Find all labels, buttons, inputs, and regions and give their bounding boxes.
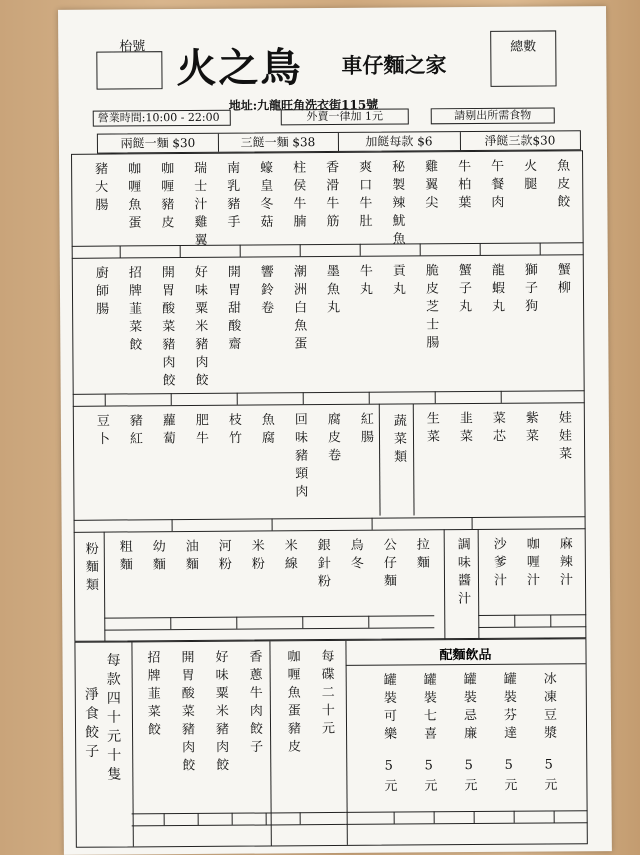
menu-item[interactable]: 蟹柳	[554, 262, 571, 299]
menu-item[interactable]: 烏冬	[347, 537, 363, 574]
menu-item[interactable]: 蟹子丸	[455, 263, 472, 318]
menu-item[interactable]: 咖喱汁	[523, 536, 540, 591]
section-4	[74, 530, 587, 642]
menu-item[interactable]: 粗麵	[116, 539, 132, 576]
drink-item[interactable]: 罐裝芬達	[500, 671, 517, 744]
bottom-section	[74, 638, 587, 848]
menu-item[interactable]: 開胃酸菜豬肉餃	[158, 265, 175, 392]
menu-item[interactable]: 肥牛	[192, 412, 209, 449]
dumpling-item[interactable]: 香蔥牛肉餃子	[246, 649, 263, 758]
total-label: 總數	[510, 39, 537, 55]
menu-item[interactable]: 蘿蔔	[159, 413, 176, 450]
price-option-2[interactable]: 三餸一麵 $38	[240, 135, 316, 150]
menu-item[interactable]: 菜芯	[489, 410, 506, 447]
drink-item[interactable]: 罐裝七喜	[420, 672, 437, 745]
menu-item[interactable]: 幼麵	[149, 539, 165, 576]
shop-name: 火之鳥	[176, 44, 303, 93]
shop-subtitle: 車仔麵之家	[341, 52, 447, 78]
veg-category-label: 蔬菜類	[390, 413, 407, 468]
total-box[interactable]	[490, 30, 556, 86]
order-sheet	[58, 6, 612, 855]
menu-item[interactable]: 拉麵	[413, 537, 429, 574]
menu-item[interactable]: 豬紅	[126, 413, 143, 450]
menu-item[interactable]: 豬大腸	[92, 161, 108, 216]
drink-item[interactable]: 罐裝忌廉	[460, 672, 477, 745]
menu-item[interactable]: 午餐肉	[488, 158, 504, 213]
menu-item[interactable]: 蠔皇冬菇	[257, 160, 273, 233]
menu-item[interactable]: 米線	[281, 538, 297, 575]
dumpling-item[interactable]: 好味粟米豬肉餃	[212, 649, 229, 776]
drink-price: 5元	[501, 757, 517, 796]
menu-item[interactable]: 豆卜	[93, 413, 110, 450]
menu-item[interactable]: 開胃甜酸齋	[224, 264, 241, 355]
menu-item[interactable]: 魚皮餃	[554, 158, 570, 213]
drink-item[interactable]: 罐裝可樂	[380, 672, 397, 745]
drink-price: 5元	[541, 757, 557, 796]
menu-item[interactable]: 爽口牛肚	[356, 159, 372, 232]
dumpling-price: 每款四十元十隻	[104, 652, 122, 786]
dumpling-extra-price: 每碟二十元	[318, 649, 335, 740]
menu-item[interactable]: 廚師腸	[92, 265, 109, 320]
menu-item[interactable]: 魚腐	[258, 412, 275, 449]
price-option-3[interactable]: 加餸每款 $6	[365, 134, 433, 149]
menu-item[interactable]: 枝竹	[225, 412, 242, 449]
section-1	[71, 152, 584, 251]
drink-price: 5元	[421, 758, 437, 797]
menu-item[interactable]: 麻辣汁	[556, 536, 573, 591]
drink-price: 5元	[461, 758, 477, 797]
dumpling-category-label: 淨食餃子	[82, 686, 100, 763]
takeaway-note: 外賣一律加 1元	[306, 109, 384, 124]
menu-item[interactable]: 火腿	[521, 158, 537, 195]
menu-item[interactable]: 潮洲白魚蛋	[290, 264, 307, 355]
price-option-4[interactable]: 淨餸三款$30	[484, 133, 556, 148]
menu-item[interactable]: 瑞士汁雞翼	[191, 160, 207, 251]
menu-item[interactable]: 沙爹汁	[490, 536, 507, 591]
menu-item[interactable]: 咖喱豬皮	[158, 161, 174, 234]
menu-item[interactable]: 脆皮芝士腸	[422, 263, 439, 354]
menu-item[interactable]: 生菜	[423, 411, 440, 448]
hours: 營業時間:10:00 - 22:00	[97, 110, 220, 125]
section-2	[72, 256, 585, 390]
menu-item[interactable]: 龍蝦丸	[488, 262, 505, 317]
menu-item[interactable]: 咖喱魚蛋	[125, 161, 141, 234]
hours-box	[93, 110, 231, 127]
menu-item[interactable]: 招牌韮菜餃	[125, 265, 142, 356]
menu-item[interactable]: 公仔麵	[380, 537, 397, 592]
menu-item[interactable]: 河粉	[215, 538, 231, 575]
menu-item[interactable]: 牛柏葉	[455, 159, 471, 214]
menu-item[interactable]: 響鈴卷	[257, 264, 274, 319]
notice-box	[431, 107, 555, 124]
menu-item[interactable]: 紅腸	[357, 411, 374, 448]
section-3	[73, 404, 586, 518]
menu-item[interactable]: 娃娃菜	[555, 410, 572, 465]
menu-item[interactable]: 紫菜	[522, 410, 539, 447]
dumpling-item[interactable]: 招牌韮菜餃	[144, 650, 161, 741]
menu-item[interactable]: 好味粟米豬肉餃	[191, 264, 208, 391]
notice: 請剔出所需食物	[454, 108, 532, 123]
menu-item[interactable]: 雞翼尖	[422, 159, 438, 214]
drink-item[interactable]: 冰凍豆漿	[540, 671, 557, 744]
menu-item[interactable]: 韭菜	[456, 411, 473, 448]
table-no-box[interactable]	[96, 51, 162, 89]
address: 地址:九龍旺角洗衣街115號	[228, 97, 379, 113]
menu-item[interactable]: 香滑牛筋	[323, 159, 339, 233]
dumpling-item[interactable]: 開胃酸菜豬肉餃	[178, 649, 195, 777]
dumpling-item[interactable]: 咖喱魚蛋豬皮	[284, 649, 301, 758]
drink-price: 5元	[381, 758, 397, 797]
menu-item[interactable]: 回味豬頸肉	[291, 412, 308, 503]
menu-item[interactable]: 南乳豬手	[224, 160, 240, 233]
menu-item[interactable]: 腐皮卷	[324, 411, 341, 467]
drinks-label: 配麵飲品	[439, 647, 492, 664]
price-option-1[interactable]: 兩餸一麵 $30	[120, 135, 196, 151]
sauce-category-label: 調味醬汁	[454, 537, 471, 610]
menu-item[interactable]: 銀針粉	[314, 538, 331, 593]
noodle-category-label: 粉麵類	[82, 541, 99, 596]
menu-item[interactable]: 貢丸	[389, 263, 406, 300]
menu-item[interactable]: 牛丸	[356, 263, 373, 300]
menu-item[interactable]: 獅子狗	[521, 262, 538, 317]
table-no-label: 枱號	[119, 39, 146, 55]
menu-item[interactable]: 油麵	[182, 538, 198, 576]
menu-item[interactable]: 米粉	[248, 538, 264, 575]
menu-item[interactable]: 墨魚丸	[323, 263, 340, 319]
menu-item[interactable]: 柱侯牛腩	[290, 160, 306, 233]
takeaway-box	[281, 108, 409, 125]
menu-item[interactable]: 秘製辣魷魚	[389, 159, 405, 250]
